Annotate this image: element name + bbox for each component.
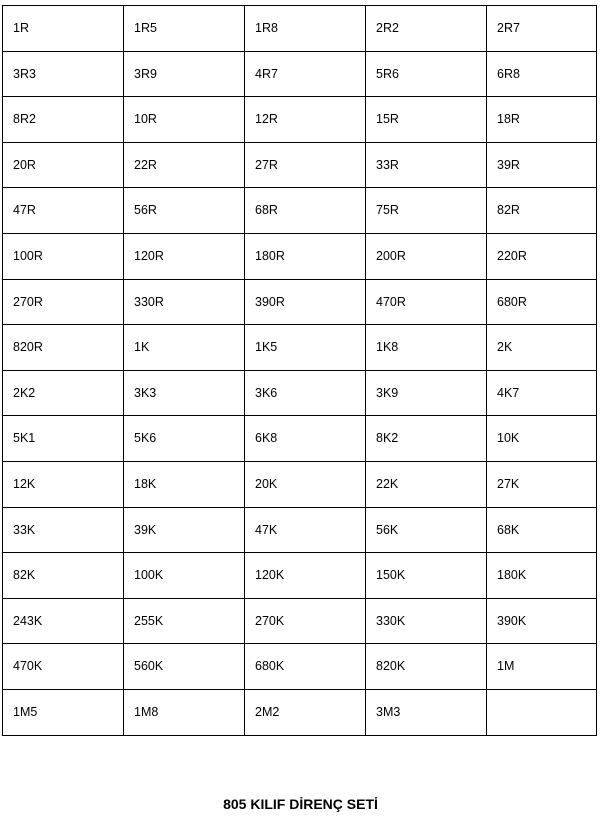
table-cell: 1K5 <box>245 325 366 371</box>
table-cell: 39K <box>124 507 245 553</box>
table-cell: 82K <box>3 553 124 599</box>
table-cell: 4R7 <box>245 51 366 97</box>
table-cell: 180K <box>487 553 597 599</box>
table-cell: 3K9 <box>366 370 487 416</box>
table-cell: 12K <box>3 461 124 507</box>
table-row <box>3 370 597 416</box>
table-cell: 8R2 <box>3 97 124 143</box>
table-cell: 820R <box>3 325 124 371</box>
table-cell: 390R <box>245 279 366 325</box>
table-row <box>3 51 597 97</box>
table-cell: 2R2 <box>366 6 487 52</box>
table-cell: 200R <box>366 233 487 279</box>
table-cell: 680K <box>245 644 366 690</box>
table-row <box>3 553 597 599</box>
table-cell: 120R <box>124 233 245 279</box>
table-cell: 100R <box>3 233 124 279</box>
table-cell: 820K <box>366 644 487 690</box>
table-cell: 120K <box>245 553 366 599</box>
table-row <box>3 6 597 52</box>
table-cell: 20R <box>3 142 124 188</box>
table-cell: 6K8 <box>245 416 366 462</box>
table-cell: 2R7 <box>487 6 597 52</box>
table-cell: 10K <box>487 416 597 462</box>
table-cell: 47R <box>3 188 124 234</box>
table-row <box>3 97 597 143</box>
table-cell: 3K3 <box>124 370 245 416</box>
table-cell: 243K <box>3 598 124 644</box>
table-cell: 8K2 <box>366 416 487 462</box>
table-cell: 390K <box>487 598 597 644</box>
table-cell: 33R <box>366 142 487 188</box>
table-cell: 3R9 <box>124 51 245 97</box>
table-cell: 1M <box>487 644 597 690</box>
table-cell: 1M5 <box>3 689 124 735</box>
table-cell: 1M8 <box>124 689 245 735</box>
table-cell: 56R <box>124 188 245 234</box>
table-cell: 220R <box>487 233 597 279</box>
table-cell: 3K6 <box>245 370 366 416</box>
table-cell: 560K <box>124 644 245 690</box>
table-cell: 68K <box>487 507 597 553</box>
table-cell: 180R <box>245 233 366 279</box>
document-caption: 805 KILIF DİRENÇ SETİ <box>223 796 378 812</box>
table-cell: 5K6 <box>124 416 245 462</box>
table-cell: 18K <box>124 461 245 507</box>
table-cell: 27R <box>245 142 366 188</box>
table-cell: 1R <box>3 6 124 52</box>
table-cell: 1R8 <box>245 6 366 52</box>
table-cell: 330R <box>124 279 245 325</box>
table-cell: 10R <box>124 97 245 143</box>
table-row <box>3 507 597 553</box>
table-cell: 1K <box>124 325 245 371</box>
table-row <box>3 689 597 735</box>
table-cell: 270K <box>245 598 366 644</box>
table-cell: 18R <box>487 97 597 143</box>
table-row <box>3 325 597 371</box>
table-cell: 470K <box>3 644 124 690</box>
table-cell: 39R <box>487 142 597 188</box>
table-cell: 680R <box>487 279 597 325</box>
resistor-value-table <box>2 5 597 736</box>
table-row <box>3 279 597 325</box>
table-cell: 4K7 <box>487 370 597 416</box>
table-cell: 15R <box>366 97 487 143</box>
table-cell: 82R <box>487 188 597 234</box>
table-row <box>3 644 597 690</box>
table-row <box>3 461 597 507</box>
table-cell: 56K <box>366 507 487 553</box>
table-cell: 33K <box>3 507 124 553</box>
table-row <box>3 188 597 234</box>
table-row <box>3 416 597 462</box>
table-cell: 22K <box>366 461 487 507</box>
table-cell: 75R <box>366 188 487 234</box>
table-cell: 270R <box>3 279 124 325</box>
table-cell: 47K <box>245 507 366 553</box>
table-cell: 1K8 <box>366 325 487 371</box>
table-cell: 27K <box>487 461 597 507</box>
table-cell: 3R3 <box>3 51 124 97</box>
table-row <box>3 233 597 279</box>
table-cell: 5K1 <box>3 416 124 462</box>
table-cell: 1R5 <box>124 6 245 52</box>
table-cell: 68R <box>245 188 366 234</box>
table-cell: 6R8 <box>487 51 597 97</box>
table-cell: 470R <box>366 279 487 325</box>
table-cell: 12R <box>245 97 366 143</box>
table-cell: 2K2 <box>3 370 124 416</box>
table-cell: 3M3 <box>366 689 487 735</box>
table-cell: 22R <box>124 142 245 188</box>
table-cell: 100K <box>124 553 245 599</box>
table-cell <box>487 689 597 735</box>
table-cell: 330K <box>366 598 487 644</box>
table-cell: 255K <box>124 598 245 644</box>
table-row <box>3 598 597 644</box>
table-row <box>3 142 597 188</box>
table-cell: 2K <box>487 325 597 371</box>
table-cell: 150K <box>366 553 487 599</box>
table-body <box>3 6 597 736</box>
table-cell: 2M2 <box>245 689 366 735</box>
table-cell: 5R6 <box>366 51 487 97</box>
table-cell: 20K <box>245 461 366 507</box>
